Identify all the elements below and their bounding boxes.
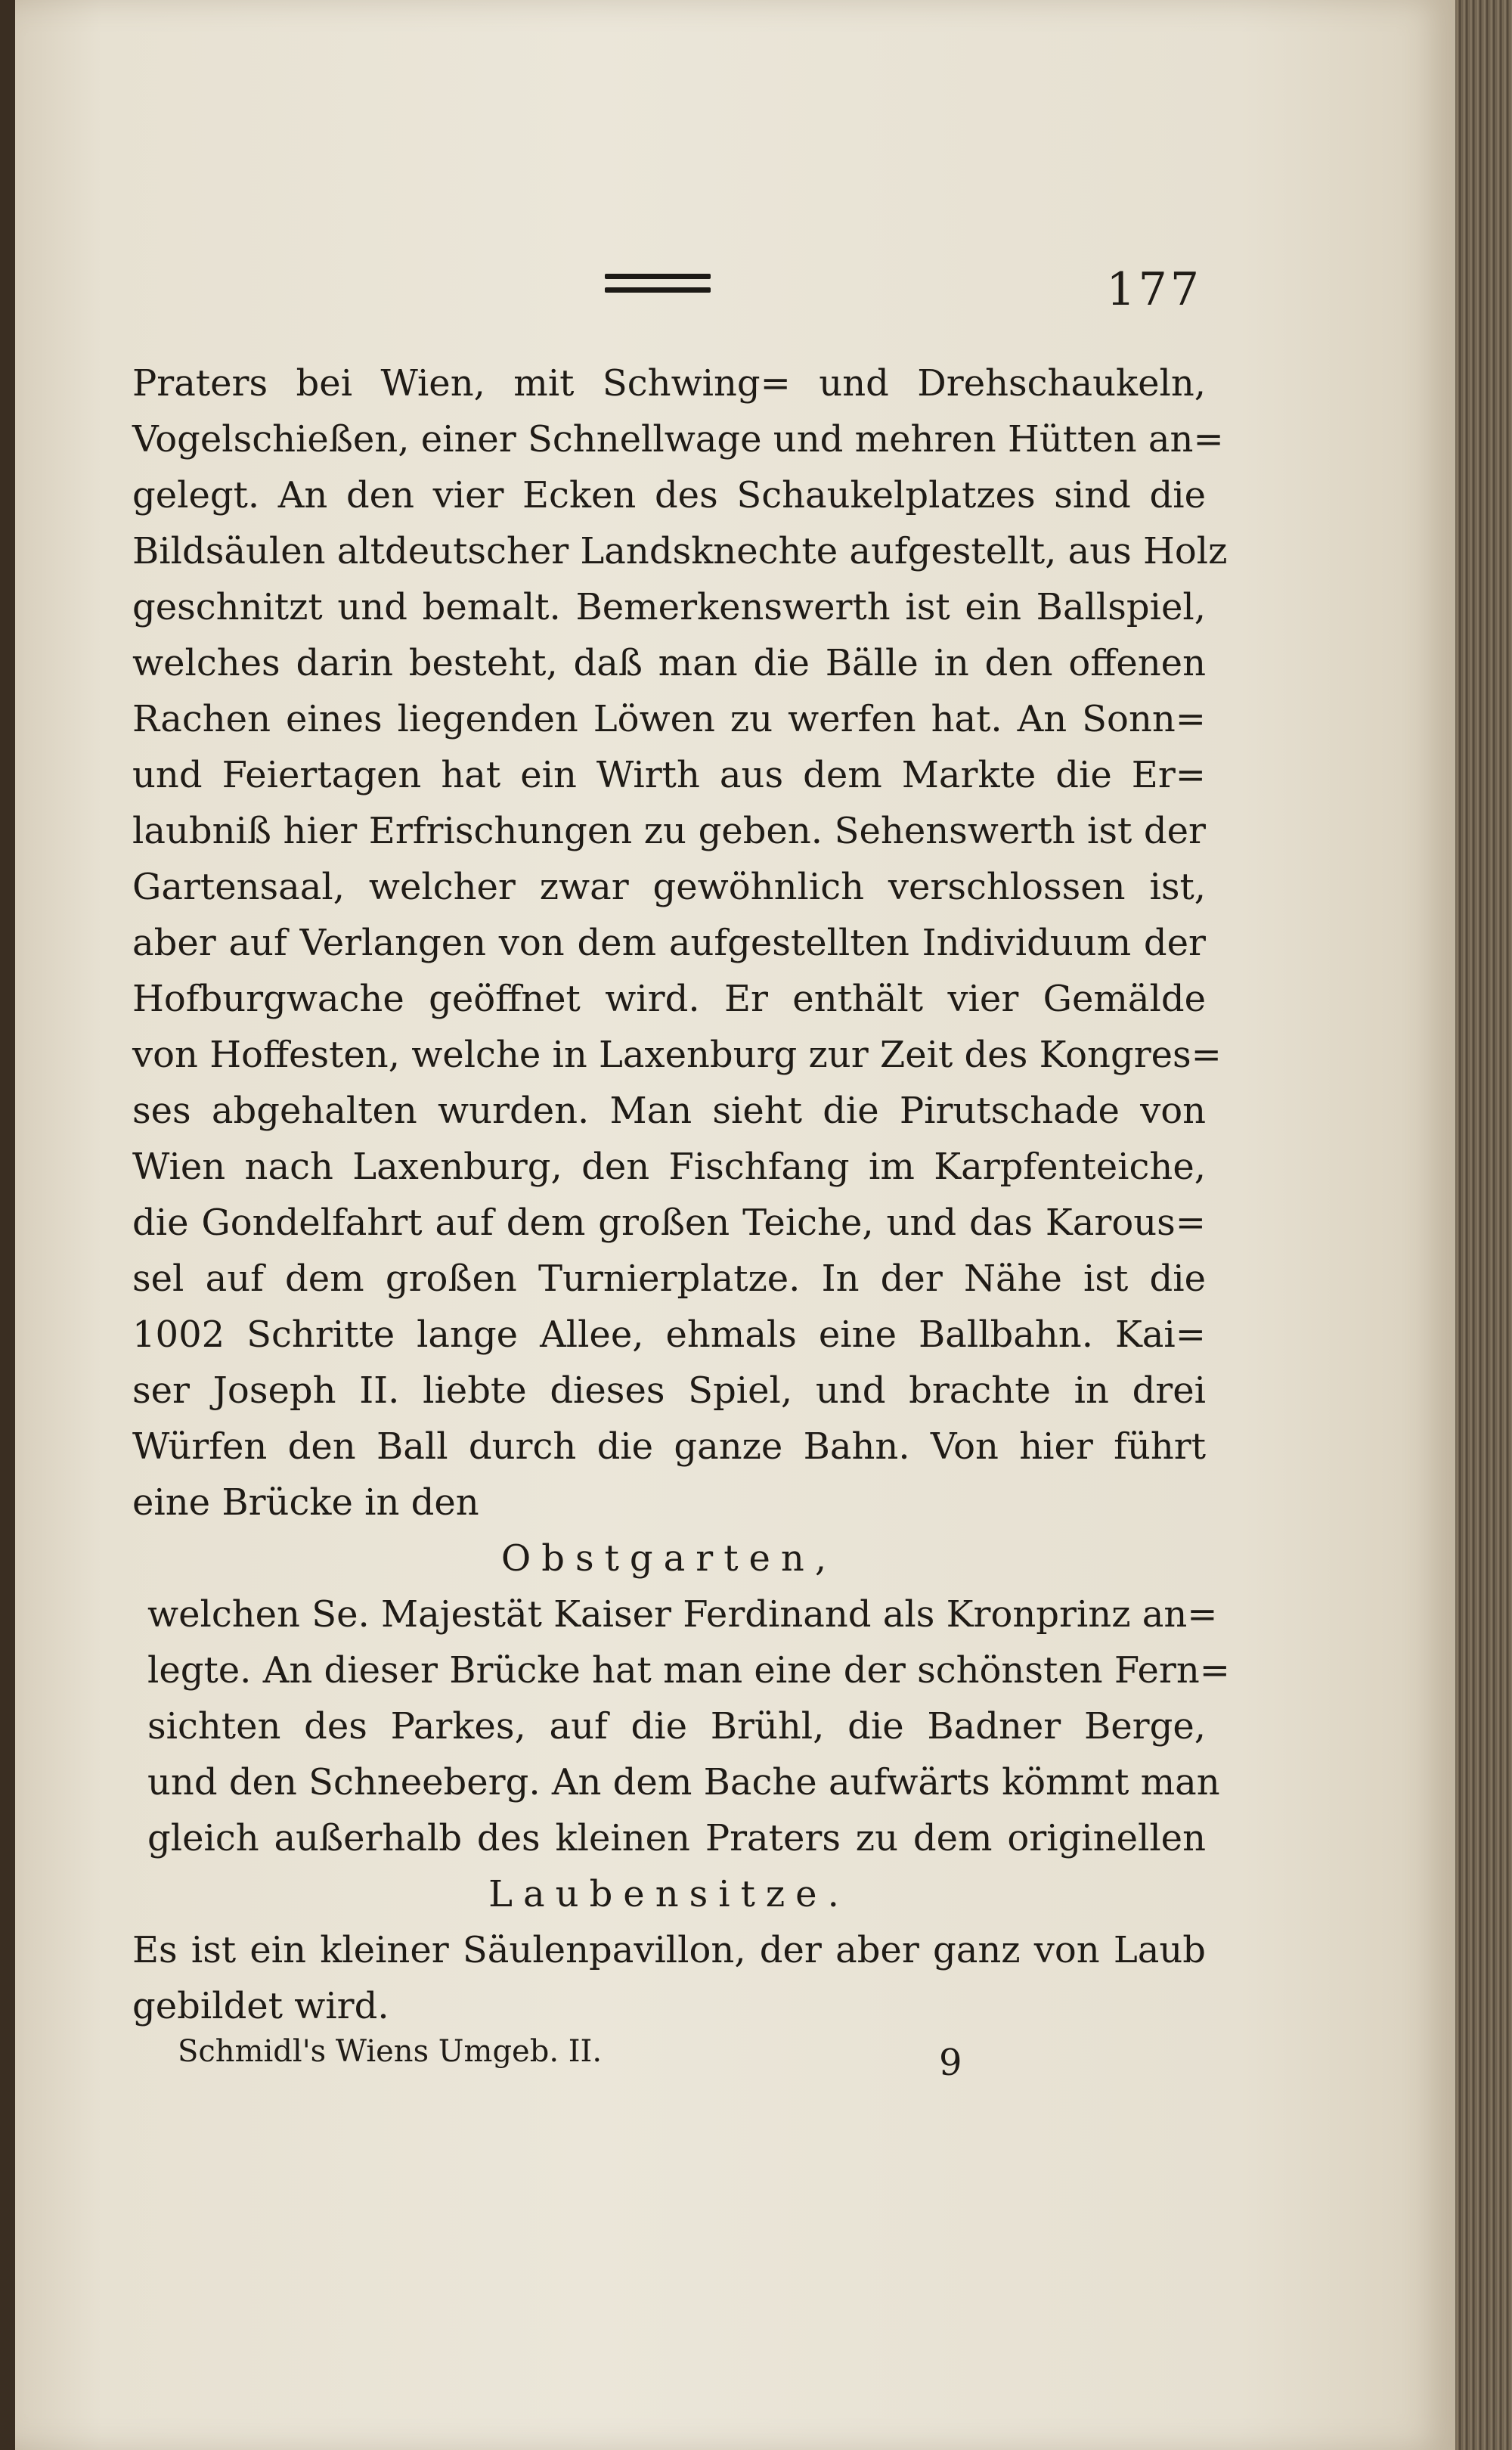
text-line: Würfen den Ball durch die ganze Bahn. Von hier führt <box>132 1425 1206 1468</box>
text-line: sichten des Parkes, auf die Brühl, die Badner Berge, <box>147 1705 1206 1748</box>
footer-signature-line: Schmidl's Wiens Umgeb. II. <box>178 2034 603 2069</box>
text-line: und den Schneeberg. An dem Bache aufwärts kömmt man <box>147 1761 1220 1803</box>
book-edge <box>1455 0 1512 2450</box>
text-line: Praters bei Wien, mit Schwing= und Drehschaukeln, <box>132 362 1206 405</box>
text-line: welches darin besteht, daß man die Bälle in den offenen <box>132 642 1206 684</box>
paper-page <box>15 0 1455 2450</box>
signature-mark: 9 <box>939 2042 962 2084</box>
text-line: gleich außerhalb des kleinen Praters zu dem originellen <box>147 1817 1206 1859</box>
header-rule <box>605 274 711 279</box>
text-line: 1002 Schritte lange Allee, ehmals eine Ballbahn. Kai= <box>132 1313 1206 1356</box>
text-line: aber auf Verlangen von dem aufgestellten Individuum der <box>132 922 1206 964</box>
page-number: 177 <box>1106 263 1202 316</box>
text-line: und Feiertagen hat ein Wirth aus dem Markte die Er= <box>132 754 1206 796</box>
text-line: ser Joseph II. liebte dieses Spiel, und brachte in drei <box>132 1369 1206 1412</box>
text-line: Hofburgwache geöffnet wird. Er enthält vier Gemälde <box>132 978 1206 1020</box>
text-line: Bildsäulen altdeutscher Landsknechte aufgestellt, aus Holz <box>132 530 1228 572</box>
body-text <box>132 355 1230 2034</box>
text-line: von Hoffesten, welche in Laxenburg zur Zeit des Kongres= <box>132 1034 1222 1076</box>
text-line: sel auf dem großen Turnierplatze. In der Nähe ist die <box>132 1258 1206 1300</box>
text-line: legte. An dieser Brücke hat man eine der schönsten Fern= <box>147 1649 1230 1692</box>
text-line: Wien nach Laxenburg, den Fischfang im Karpfenteiche, <box>132 1146 1206 1188</box>
text-line: Gartensaal, welcher zwar gewöhnlich verschlossen ist, <box>132 866 1206 908</box>
text-line: eine Brücke in den <box>132 1481 479 1524</box>
text-line: gelegt. An den vier Ecken des Schaukelplatzes sind die <box>132 474 1206 516</box>
text-line: geschnitzt und bemalt. Bemerkenswerth ist ein Ballspiel, <box>132 586 1206 628</box>
text-line: die Gondelfahrt auf dem großen Teiche, und das Karous= <box>132 1202 1206 1244</box>
text-line: Rachen eines liegenden Löwen zu werfen hat. An Sonn= <box>132 698 1206 740</box>
text-line: Vogelschießen, einer Schnellwage und mehren Hütten an= <box>132 418 1224 461</box>
section-heading: Obstgarten, <box>500 1537 838 1580</box>
header-rule <box>605 287 711 293</box>
text-line: ses abgehalten wurden. Man sieht die Pirutschade von <box>132 1090 1206 1132</box>
text-line: Es ist ein kleiner Säulenpavillon, der aber ganz von Laub <box>132 1929 1206 1971</box>
text-line: laubniß hier Erfrischungen zu geben. Sehenswerth ist der <box>132 810 1206 852</box>
text-line: welchen Se. Majestät Kaiser Ferdinand als Kronprinz an= <box>147 1593 1218 1636</box>
section-heading: Laubensitze. <box>488 1873 850 1915</box>
text-line: gebildet wird. <box>132 1985 389 2027</box>
